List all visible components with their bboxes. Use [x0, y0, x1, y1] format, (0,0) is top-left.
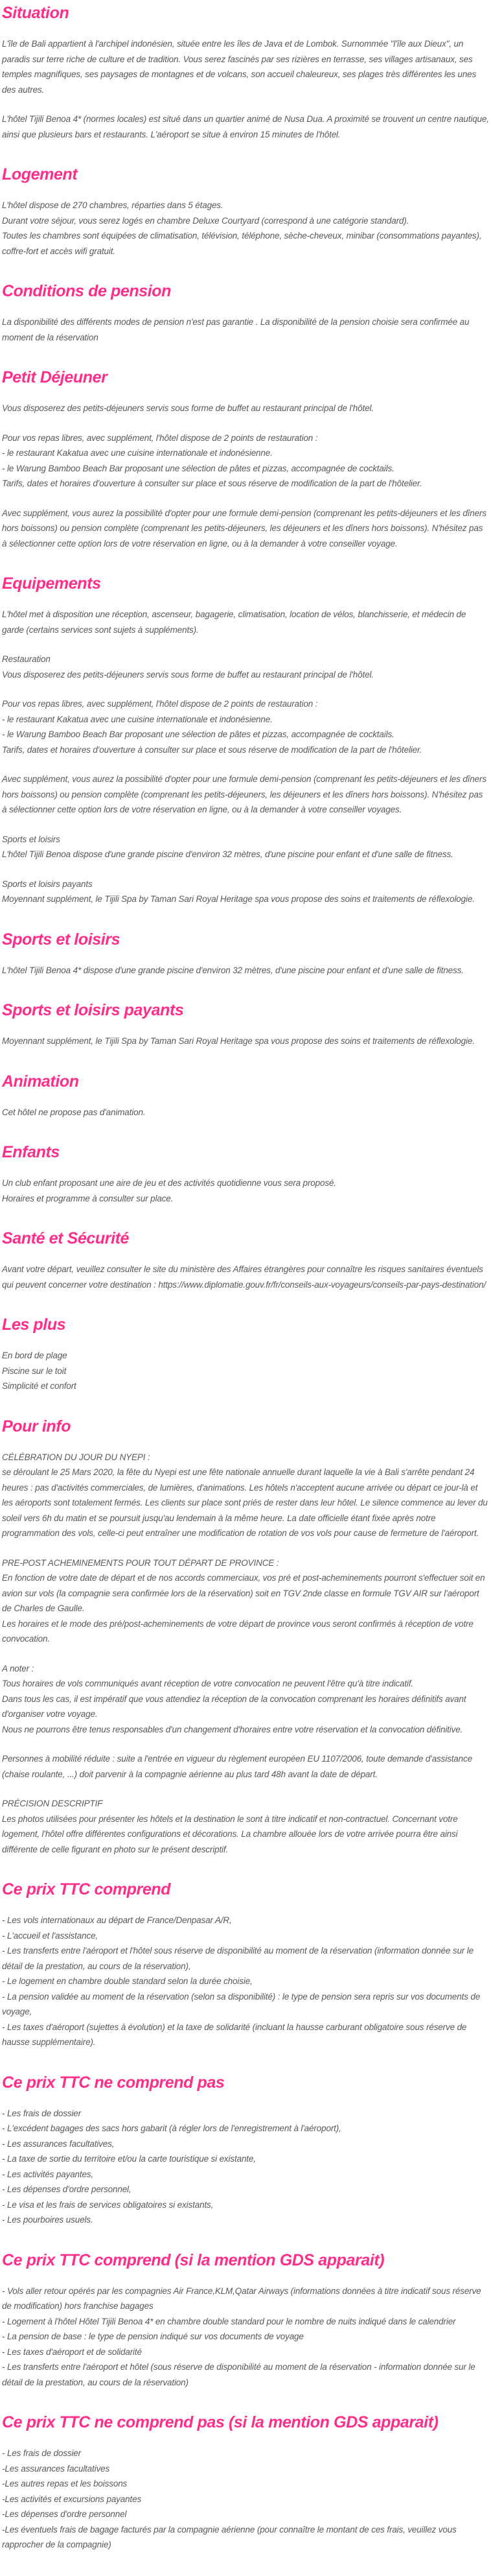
text-line: - L'excédent bagages des sacs hors gabarit (à régler lors de l'enregistrement à l'aéroport), [2, 2123, 341, 2133]
text-line: - Vols aller retour opérés par les compagnies Air France,KLM,Qatar Airways (informations données à titre indicatif sous réserve de modification) hors franchise bagages [2, 2286, 481, 2311]
text-line: Moyennant supplément, le Tijili Spa by Taman Sari Royal Heritage spa vous propose des soins et traitements de réflexologie. [2, 894, 475, 904]
text-line: - le restaurant Kakatua avec une cuisine internationale et indonésienne. [2, 448, 273, 458]
text-line: L'hôtel Tijili Benoa 4* dispose d'une grande piscine d'environ 32 mètres, d'une piscine pour enfant et d'une salle de fitness. [2, 965, 464, 975]
text-line: - Les frais de dossier [2, 2448, 82, 2458]
text-line: Moyennant supplément, le Tijili Spa by Taman Sari Royal Heritage spa vous propose des soins et traitements de réflexologie. [2, 1036, 475, 1046]
text-line: - La pension de base : le type de pension indiqué sur vos documents de voyage [2, 2332, 304, 2341]
section-pour-info [2, 1417, 490, 1858]
text-line: Restauration [2, 654, 51, 664]
paragraph [2, 2106, 490, 2228]
paragraph [2, 1796, 490, 1857]
section-heading: Situation [2, 4, 69, 22]
section-heading: Petit Déjeuner [2, 368, 108, 386]
section-les-plus [2, 1316, 490, 1394]
text-line: - Les activités payantes, [2, 2169, 94, 2179]
text-line: Pour vos repas libres, avec supplément, l'hôtel dispose de 2 points de restauration : [2, 699, 318, 709]
paragraph [2, 506, 490, 552]
text-line: Avec supplément, vous aurez la possibilité d'opter pour une formule demi-pension (comprenant les petits-déjeuners et les dîners hors boissons) ou pension complète (comprenant les petits-déjeuners, les déjeuners et les dîners hors boissons). N'hésitez pas à sélectionner cette option lors de votre réservation en ligne, ou à la demander à votre conseiller voyage. [2, 508, 486, 549]
section-heading: Equipements [2, 574, 101, 593]
paragraph [2, 198, 490, 259]
section-sports-et-loisirs [2, 930, 490, 978]
paragraph [2, 1105, 490, 1120]
text-line: - L'accueil et l'assistance, [2, 1930, 98, 1941]
text-line: Nous ne pourrons être tenus responsables d'un changement d'horaires entre votre réservation et la convocation définitive. [2, 1724, 463, 1734]
text-line: Horaires et programme à consulter sur place. [2, 1193, 174, 1203]
text-line: Piscine sur le toit [2, 1365, 67, 1376]
text-line: L'hôtel dispose de 270 chambres, réparties dans 5 étages. [2, 200, 223, 210]
text-line: Les horaires et le mode des pré/post-acheminements de votre départ de province vous seront confirmés à réception de votre convocation. [2, 1618, 474, 1644]
text-line: Les photos utilisées pour présenter les hôtels et la destination le sont à titre indicatif et non-contractuel. Concernant votre logement, l'hôtel offre différentes configurations et décorations. La chambre allouée lors de votre arrivée pourra être ainsi différente de celle figurant en photo sur le présent descriptif. [2, 1814, 458, 1854]
text-line: -Les activités et excursions payantes [2, 2494, 142, 2504]
paragraph [2, 1913, 490, 2050]
section-situation [2, 4, 490, 142]
text-line: Vous disposerez des petits-déjeuners servis sous forme de buffet au restaurant principal de l'hôtel. [2, 669, 374, 679]
text-line: En bord de plage [2, 1351, 67, 1360]
text-line: CÉLÉBRATION DU JOUR DU NYEPI : [2, 1452, 150, 1462]
section-heading: Santé et Sécurité [2, 1229, 130, 1247]
text-line: Dans tous les cas, il est impératif que vous attendiez la réception de la convocation comprenant les horaires définitifs avant d'organiser votre voyage. [2, 1694, 466, 1719]
text-line: -Les dépenses d'ordre personnel [2, 2509, 127, 2519]
text-line: Tous horaires de vols communiqués avant réception de votre convocation ne peuvent l'être qu'à titre indicatif. [2, 1679, 414, 1688]
text-line: A noter : [2, 1663, 34, 1673]
text-line: - le Warung Bamboo Beach Bar proposant une sélection de pâtes et pizzas, accompagnée de cocktails. [2, 463, 394, 473]
text-line: Pour vos repas libres, avec supplément, l'hôtel dispose de 2 points de restauration : [2, 432, 318, 443]
text-line: - Les taxes d'aéroport (sujettes à évolution) et la taxe de solidarité (incluant la hausse carburant obligatoire sous réserve de hausse supplémentaire). [2, 2022, 467, 2047]
section-heading: Animation [2, 1072, 79, 1091]
text-line: -Les assurances facultatives [2, 2463, 110, 2474]
paragraph [2, 772, 490, 818]
section-heading: Sports et loisirs payants [2, 1001, 184, 1019]
section-heading: Enfants [2, 1143, 60, 1161]
section-enfants [2, 1143, 490, 1206]
paragraph [2, 1555, 490, 1647]
text-line: - La pension validée au moment de la réservation (selon sa disponibilité) : le type de pension sera repris sur vos documents de voyage, [2, 1991, 481, 2016]
section-animation [2, 1072, 490, 1120]
text-line: Un club enfant proposant une aire de jeu et des activités quotidienne vous sera proposé. [2, 1178, 336, 1188]
paragraph [2, 1450, 490, 1541]
text-line: - Le logement en chambre double standard selon la durée choisie, [2, 1976, 253, 1986]
paragraph [2, 696, 490, 757]
section-heading: Logement [2, 165, 78, 183]
text-line: PRÉCISION DESCRIPTIF [2, 1799, 103, 1808]
text-line: - le restaurant Kakatua avec une cuisine internationale et indonésienne. [2, 714, 273, 724]
text-line: - Les taxes d'aéroport et de solidarité [2, 2346, 142, 2357]
section-heading: Ce prix TTC ne comprend pas (si la mention GDS apparait) [2, 2413, 439, 2431]
paragraph [2, 963, 490, 978]
text-line: Tarifs, dates et horaires d'ouverture à consulter sur place et sous réserve de modification de la part de l'hôtelier. [2, 744, 422, 755]
section-ce-prix-ttc-ne-comprend-pas [2, 2074, 490, 2228]
section-sports-et-loisirs-payants [2, 1001, 490, 1049]
text-line: L'hôtel Tijili Benoa dispose d'une grande piscine d'environ 32 mètres, d'une piscine pour enfant et d'une salle de fitness. [2, 849, 453, 859]
paragraph [2, 401, 490, 416]
paragraph [2, 431, 490, 491]
section-heading: Conditions de pension [2, 282, 172, 300]
paragraph [2, 1661, 490, 1738]
paragraph [2, 1176, 490, 1206]
section-heading: Ce prix TTC comprend [2, 1880, 171, 1898]
section-ce-prix-ttc-comprend [2, 1880, 490, 2050]
text-line: Cet hôtel ne propose pas d'animation. [2, 1107, 146, 1117]
paragraph [2, 2284, 490, 2391]
paragraph [2, 1348, 490, 1394]
text-line: - le Warung Bamboo Beach Bar proposant une sélection de pâtes et pizzas, accompagnée de cocktails. [2, 729, 394, 739]
text-line: Durant votre séjour, vous serez logés en chambre Deluxe Courtyard (correspond à une catégorie standard). [2, 215, 409, 226]
paragraph [2, 1751, 490, 1782]
text-line: Personnes à mobilité réduite : suite a l'entrée en vigueur du règlement européen EU 1107/2006, toute demande d'assistance (chaise roulante, ...) doit parvenir à la compagnie aérienne au plus tard 48h avant la date de départ. [2, 1754, 472, 1779]
section-heading: Pour info [2, 1417, 71, 1436]
text-line: Avant votre départ, veuillez consulter le site du ministère des Affaires étrangères pour connaître les risques sanitaires éventuels qui peuvent concerner votre destination : https://www.diplomatie.gouv.fr/fr/conseils-aux-voyageurs/conseils-par-pays-destination/ [2, 1264, 486, 1290]
text-line: En fonction de votre date de départ et de nos accords commerciaux, vos pré et post-acheminements pourront s'effectuer soit en avion sur vols (la compagnie sera confirmée lors de la réservation) soit en TGV 2nde classe en formule TGV AIR sur l'aéroport de Charles de Gaulle. [2, 1573, 485, 1613]
section-heading: Les plus [2, 1316, 66, 1334]
text-line: Sports et loisirs [2, 834, 60, 844]
section-conditions-de-pension [2, 282, 490, 345]
text-line: Toutes les chambres sont équipées de climatisation, télévision, téléphone, sèche-cheveux, minibar (consommations payantes), coffre-fort et accès wifi gratuit. [2, 231, 482, 256]
section-ce-prix-ttc-ne-comprend-pas-si-la-mention-gds-apparait [2, 2413, 490, 2553]
text-line: - Les frais de dossier [2, 2108, 82, 2118]
section-petit-dejeuner [2, 368, 490, 551]
paragraph [2, 314, 490, 345]
paragraph [2, 652, 490, 682]
paragraph [2, 112, 490, 142]
paragraph [2, 607, 490, 637]
text-line: La disponibilité des différents modes de pension n'est pas garantie . La disponibilité de la pension choisie sera confirmée au moment de la réservation [2, 317, 470, 342]
text-line: Avec supplément, vous aurez la possibilité d'opter pour une formule demi-pension (comprenant les petits-déjeuners et les dîners hors boissons) ou pension complète (comprenant les petits-déjeuners, les déjeuners et les dîners hors boissons). N'hésitez pas à sélectionner cette option lors de votre réservation en ligne, ou à la demander à votre conseiller voyages. [2, 774, 486, 814]
text-line: Vous disposerez des petits-déjeuners servis sous forme de buffet au restaurant principal de l'hôtel. [2, 403, 374, 413]
text-line: L'île de Bali appartient à l'archipel indonésien, située entre les îles de Java et de Lombok. Surnommée "l'île aux Dieux", un paradis sur terre riche de culture et de tradition. Vous serez fascinés par ses rizières en terrasse, ses villages artisanaux, ses temples magnifiques, ses paysages de montagnes et de volcans, son accueil chaleureux, ses plages très différentes les unes des autres. [2, 39, 477, 95]
paragraph [2, 877, 490, 907]
text-line: L'hôtel Tijili Benoa 4* (normes locales) est situé dans un quartier animé de Nusa Dua. A proximité se trouvent un centre nautique, ainsi que plusieurs bars et restaurants. L'aéroport se situe à environ 15 minutes de l'hôtel. [2, 114, 489, 139]
paragraph [2, 832, 490, 862]
section-logement [2, 165, 490, 259]
paragraph [2, 2446, 490, 2553]
text-line: Tarifs, dates et horaires d'ouverture à consulter sur place et sous réserve de modification de la part de l'hôtelier. [2, 479, 422, 488]
section-sante-et-securite [2, 1229, 490, 1292]
text-line: - Les assurances facultatives, [2, 2138, 115, 2149]
section-heading: Ce prix TTC ne comprend pas [2, 2073, 225, 2092]
text-line: - Le visa et les frais de services obligatoires si existants, [2, 2199, 214, 2210]
paragraph [2, 1262, 490, 1292]
text-line: se déroulant le 25 Mars 2020, la fête du Nyepi est une fête nationale annuelle durant laquelle la vie à Bali s'arrête pendant 24 heures : pas d'activités commerciales, de lumières, d'animations. Les hôtels n'acceptent aucune arrivée ou départ ce jour-là et les aéroports sont totalement fermés. Les clients sur place sont priés de rester dans leur hôtel. Le silence commence au lever du soleil vers 6h du matin et se poursuit jusqu'au lendemain à la même heure. La date officielle étant fixée après notre programmation des vols, celle-ci peut entraîner une modification de rotation de vos vols pour cause de fermeture de l'aéroport. [2, 1467, 488, 1538]
text-line: - La taxe de sortie du territoire et/ou la carte touristique si existante, [2, 2154, 256, 2164]
text-line: - Les vols internationaux au départ de France/Denpasar A/R, [2, 1915, 232, 1925]
paragraph [2, 36, 490, 97]
text-line: PRE-POST ACHEMINEMENTS POUR TOUT DÉPART DE PROVINCE : [2, 1557, 279, 1568]
text-line: - Les transferts entre l'aéroport et hôtel (sous réserve de disponibilité au moment de la réservation - information donnée sur le détail de la prestation, au cours de la réservation) [2, 2362, 475, 2387]
text-line: - Logement à l'hôtel Hôtel Tijili Benoa 4* en chambre double standard pour le nombre de nuits indiqué dans le calendrier [2, 2316, 456, 2326]
text-line: Simplicité et confort [2, 1381, 76, 1391]
text-line: Sports et loisirs payants [2, 879, 93, 889]
text-line: L'hôtel met à disposition une réception, ascenseur, bagagerie, climatisation, location de vélos, blanchisserie, et médecin de garde (certains services sont sujets à suppléments). [2, 609, 466, 635]
text-line: - Les pourboires usuels. [2, 2215, 93, 2225]
text-line: - Les transferts entre l'aéroport et l'hôtel sous réserve de disponibilité au moment de la réservation (information donnée sur le détail de la prestation, au cours de la réservation), [2, 1946, 474, 1971]
text-line: -Les autres repas et les boissons [2, 2479, 128, 2488]
paragraph [2, 1034, 490, 1049]
section-heading: Sports et loisirs [2, 930, 120, 949]
section-equipements [2, 574, 490, 907]
text-line: -Les éventuels frais de bagage facturés par la compagnie aérienne (pour connaître le montant de ces frais, veuillez vous rapprocher de la compagnie) [2, 2524, 457, 2549]
text-line: - Les dépenses d'ordre personnel, [2, 2184, 131, 2194]
section-ce-prix-ttc-comprend-si-la-mention-gds-apparait [2, 2251, 490, 2391]
section-heading: Ce prix TTC comprend (si la mention GDS apparait) [2, 2251, 385, 2269]
